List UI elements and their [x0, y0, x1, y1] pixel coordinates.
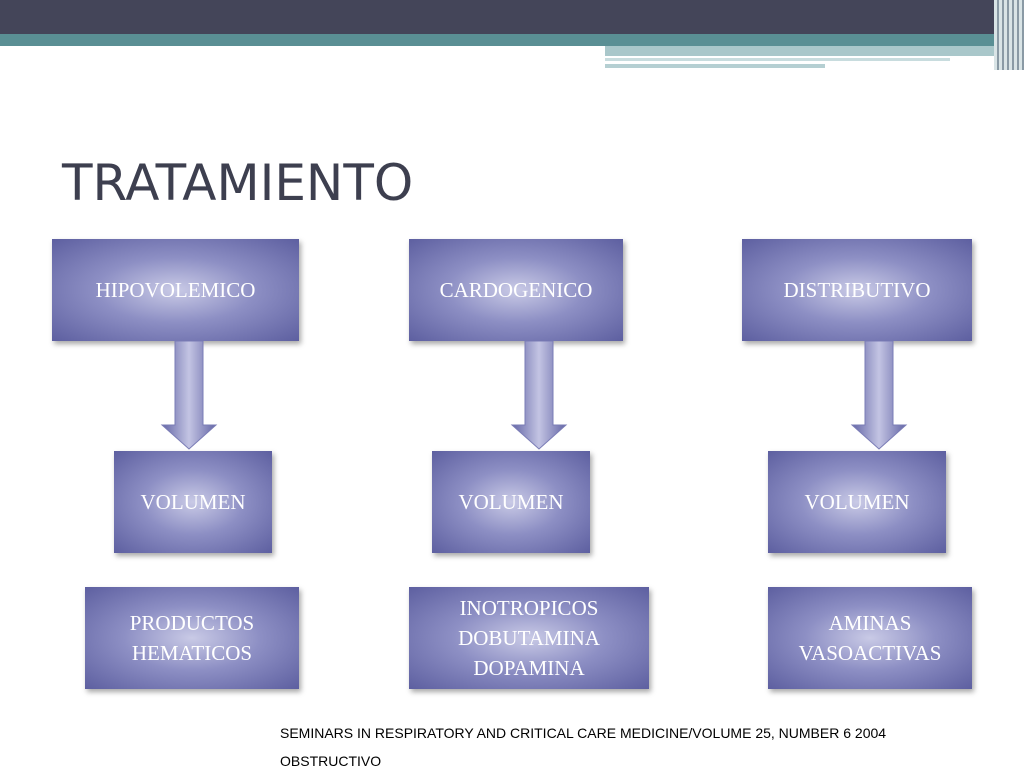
down-arrow-icon — [850, 341, 908, 451]
header-band-dark — [0, 0, 1024, 34]
step-box-volumen: VOLUMEN — [432, 451, 590, 553]
citation-text: SEMINARS IN RESPIRATORY AND CRITICAL CARE MEDICINE/VOLUME 25, NUMBER 6 2004 — [280, 725, 887, 741]
header-decor-line — [605, 64, 825, 68]
slide-title: TRATAMIENTO — [62, 154, 414, 212]
header-band-teal — [0, 34, 1024, 46]
down-arrow-icon — [510, 341, 568, 451]
category-box-distributivo: DISTRIBUTIVO — [742, 239, 972, 341]
treatment-box-aminas-vasoactivas: AMINAS VASOACTIVAS — [768, 587, 972, 689]
footnote-obstructivo: OBSTRUCTIVO — [280, 753, 382, 768]
header-decor-line — [605, 58, 950, 61]
header-band-teal-light — [605, 46, 1024, 56]
step-box-volumen: VOLUMEN — [114, 451, 272, 553]
treatment-box-productos-hematicos: PRODUCTOS HEMATICOS — [85, 587, 299, 689]
category-box-hipovolemico: HIPOVOLEMICO — [52, 239, 299, 341]
header-corner-stripes — [994, 0, 1024, 70]
treatment-box-inotropicos: INOTROPICOS DOBUTAMINA DOPAMINA — [409, 587, 649, 689]
step-box-volumen: VOLUMEN — [768, 451, 946, 553]
category-box-cardogenico: CARDOGENICO — [409, 239, 623, 341]
down-arrow-icon — [160, 341, 218, 451]
